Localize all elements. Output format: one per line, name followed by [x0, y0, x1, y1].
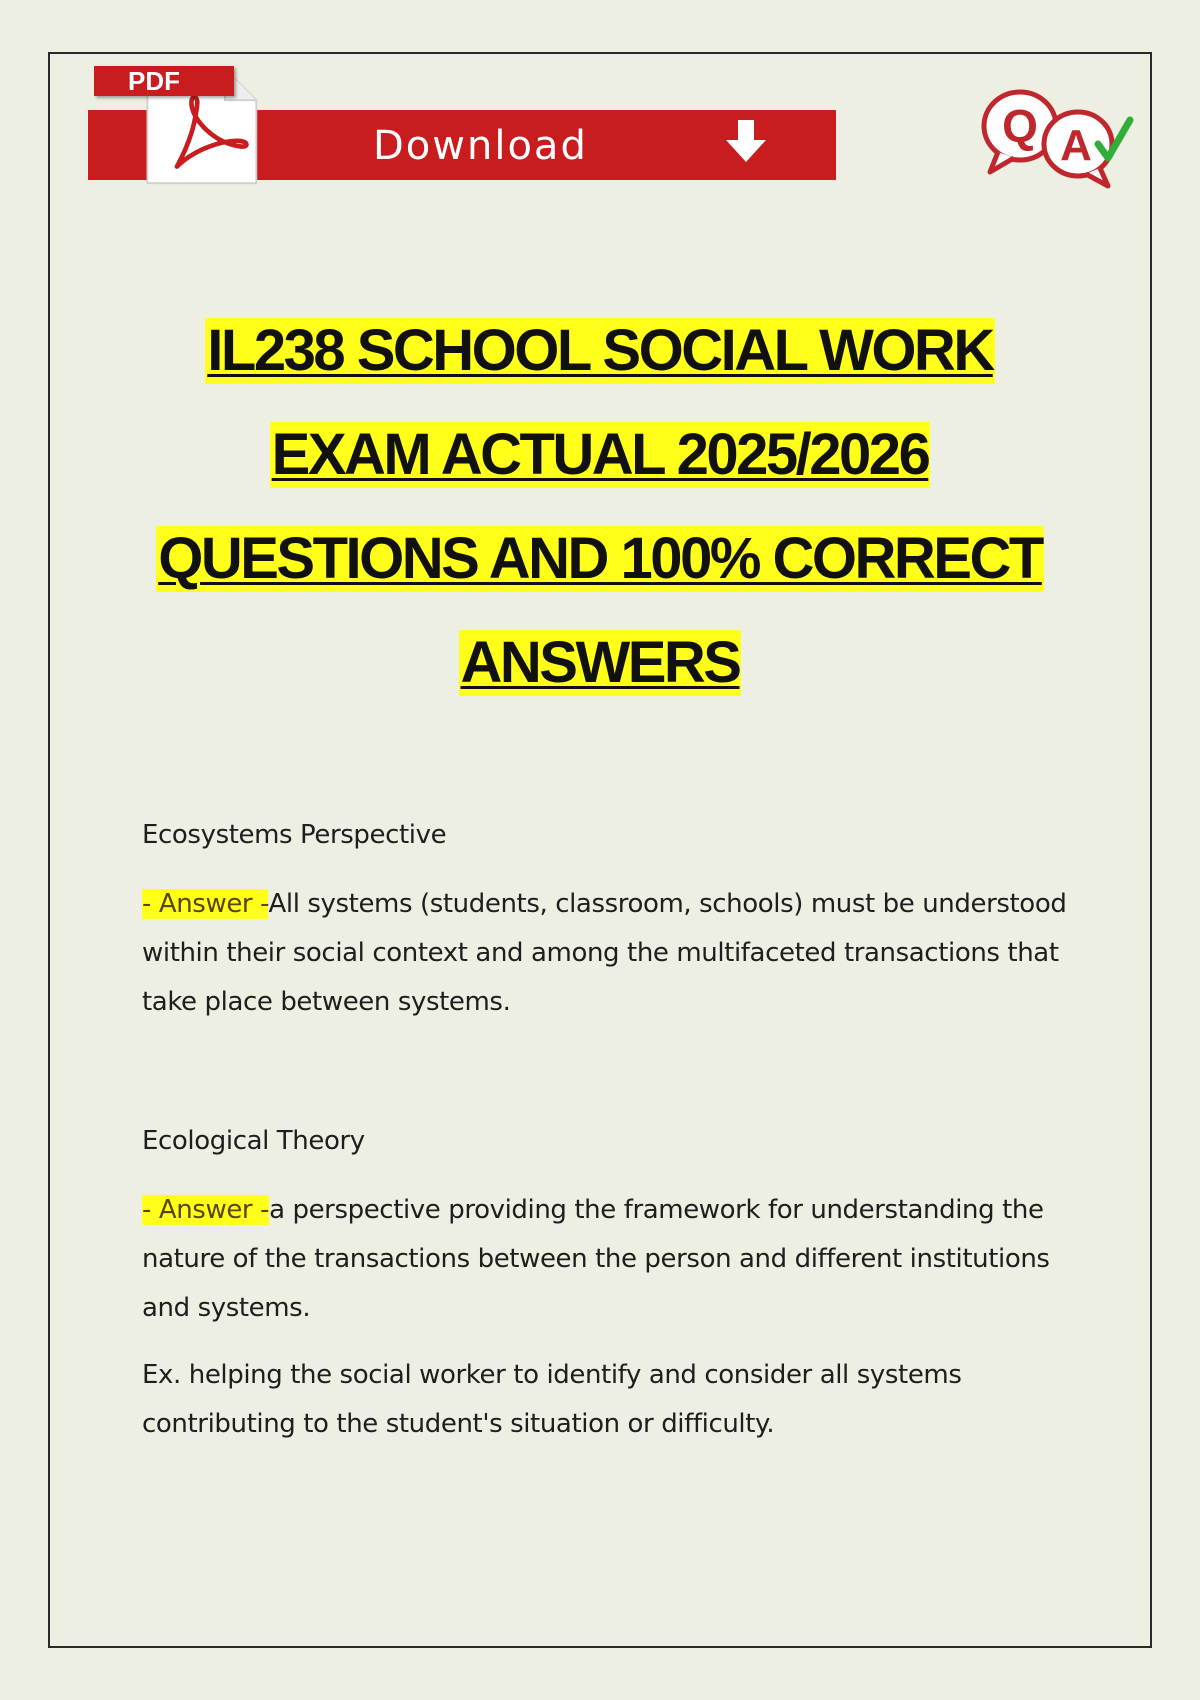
- title-line: QUESTIONS AND 100% CORRECT: [158, 526, 1042, 591]
- answer-tag: - Answer -: [142, 1195, 270, 1225]
- download-arrow-icon: [724, 118, 768, 166]
- document-title: [60, 318, 1140, 734]
- question-term: Ecosystems Perspective: [142, 820, 447, 850]
- answer-body: a perspective providing the framework for understanding the nature of the transactions between the person and different institutions and systems.: [142, 1195, 1050, 1323]
- example-text: Ex. helping the social worker to identify and consider all systems contributing to the student's situation or difficulty.: [142, 1360, 962, 1439]
- answer-text: [142, 1186, 1082, 1333]
- svg-text:Q: Q: [1002, 100, 1038, 152]
- svg-text:A: A: [1060, 121, 1092, 170]
- qa-item: [142, 820, 1082, 1027]
- question-term: Ecological Theory: [142, 1126, 365, 1156]
- qa-item: [142, 1126, 1082, 1449]
- download-label: Download: [373, 123, 588, 169]
- pdf-label: PDF: [94, 66, 234, 96]
- answer-text: [142, 880, 1082, 1027]
- answer-body: All systems (students, classroom, schools) must be understood within their social context and among the multifaceted transactions that take place between systems.: [142, 889, 1067, 1017]
- title-line: EXAM ACTUAL 2025/2026: [271, 422, 929, 487]
- qa-logo: [980, 82, 1140, 192]
- title-line: IL238 SCHOOL SOCIAL WORK: [207, 318, 993, 383]
- title-line: ANSWERS: [460, 630, 740, 695]
- answer-tag: - Answer -: [142, 889, 269, 919]
